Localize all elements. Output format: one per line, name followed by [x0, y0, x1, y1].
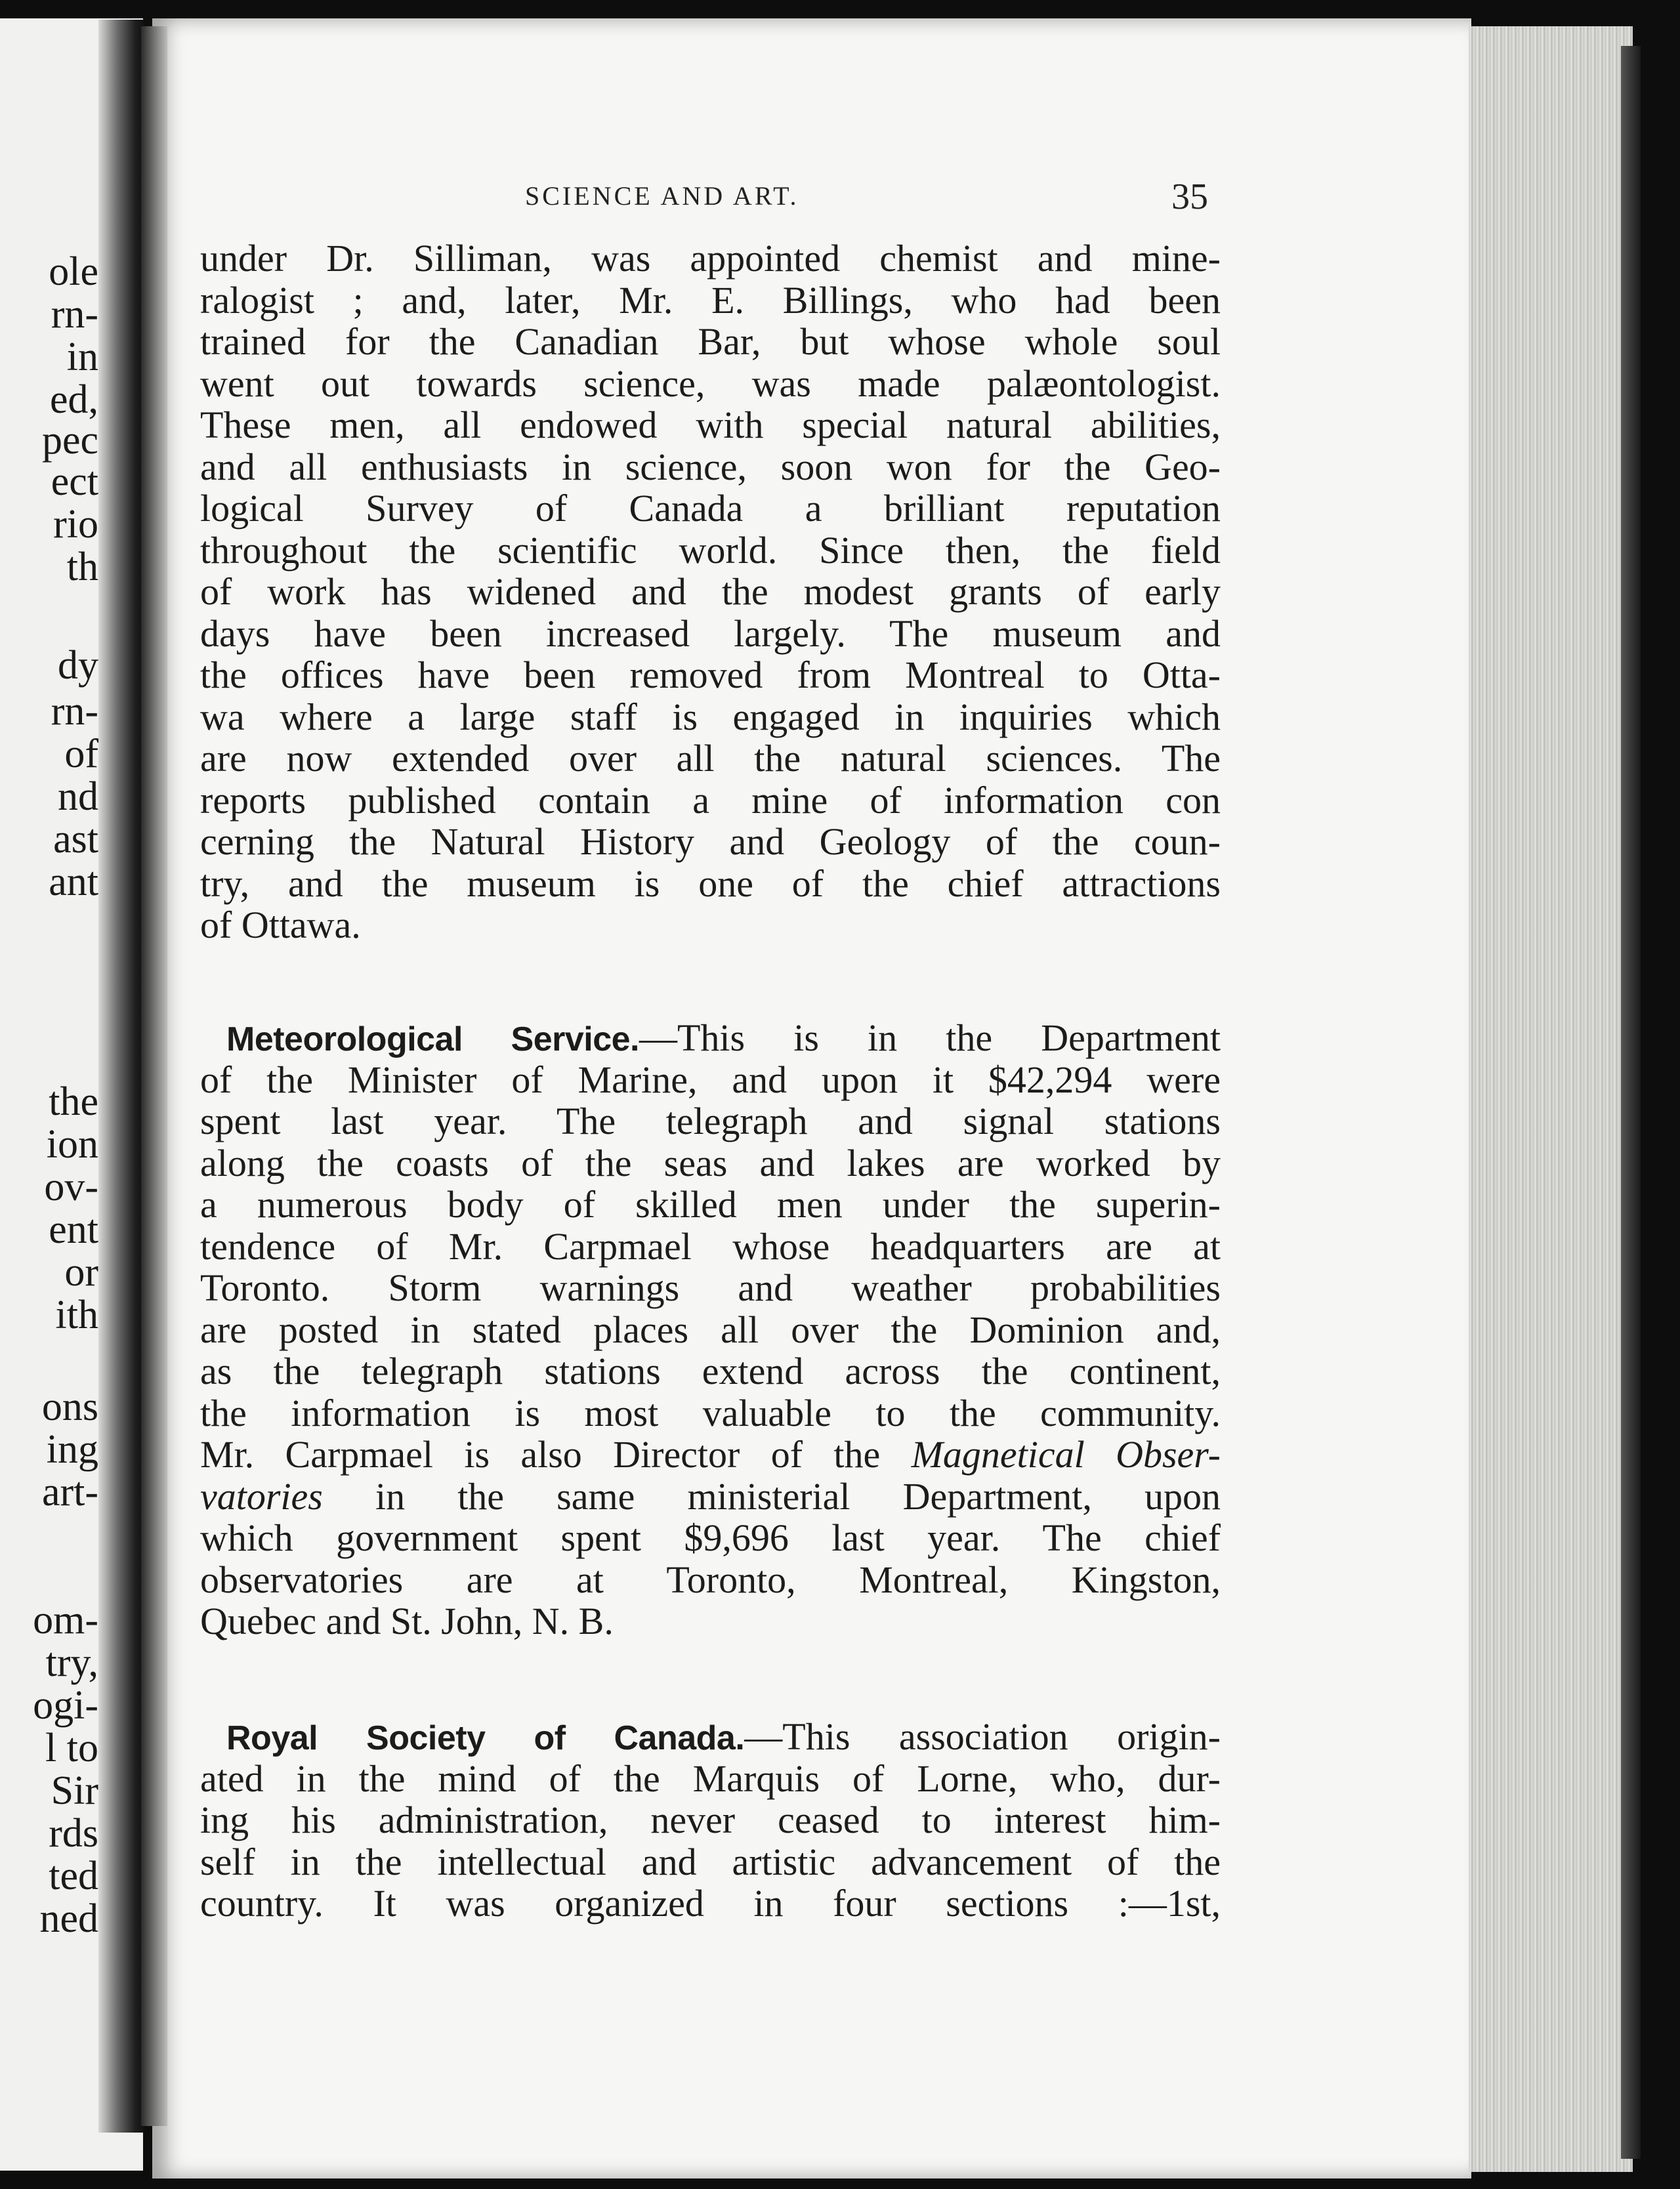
text-line: Toronto. Storm warnings and weather probabilities [200, 1266, 1221, 1309]
left-fragment-line: ith [55, 1293, 98, 1337]
left-fragment-line: dy [58, 643, 98, 688]
text-line: along the coasts of the seas and lakes are worked by [200, 1141, 1221, 1184]
text-span: Mr. Carpmael is also Director of the [200, 1433, 881, 1476]
text-line [200, 1434, 1221, 1476]
text-line: ralogist ; and, later, Mr. E. Billings, who had been [200, 278, 1221, 322]
left-fragment-line: ant [49, 860, 98, 904]
left-fragment-line: ted [49, 1854, 98, 1898]
text-line: These men, all endowed with special natural abilities, [200, 404, 1221, 446]
italic-span: vatories [200, 1474, 323, 1518]
left-fragment-line: ion [46, 1122, 98, 1167]
text-line: and all enthusiasts in science, soon won for the Geo- [200, 445, 1221, 488]
text-line: of Ottawa. [200, 904, 361, 946]
left-fragment-line: ons [41, 1385, 98, 1429]
text-line: which government spent $9,696 last year. The chief [200, 1516, 1221, 1559]
text-line: self in the intellectual and artistic advancement of the [200, 1840, 1221, 1883]
running-head: SCIENCE AND ART. [525, 181, 799, 211]
text-line [200, 1017, 1221, 1059]
text-line: cerning the Natural History and Geology of the coun- [200, 820, 1221, 863]
page-edge-stack [1469, 26, 1633, 2172]
text-span: —This is in the Department [639, 1016, 1221, 1059]
text-line [200, 1716, 1221, 1758]
left-fragment-line: ed, [49, 377, 98, 422]
book-cover-edge [1621, 46, 1641, 2159]
text-line: try, and the museum is one of the chief attractions [200, 862, 1221, 905]
text-line: the information is most valuable to the community. [200, 1391, 1221, 1434]
left-fragment-line: ole [49, 249, 98, 294]
text-line: the offices have been removed from Montreal to Otta- [200, 654, 1221, 696]
text-line: spent last year. The telegraph and signal stations [200, 1100, 1221, 1142]
left-fragment-line: ast [53, 817, 98, 862]
text-line: throughout the scientific world. Since then, the field [200, 528, 1221, 572]
left-fragment-line: rn- [51, 292, 98, 337]
text-line: a numerous body of skilled men under the superin- [200, 1183, 1221, 1226]
left-fragment-line: ent [49, 1207, 98, 1252]
text-line: days have been increased largely. The museum and [200, 612, 1221, 655]
left-fragment-line: ned [39, 1896, 98, 1941]
text-span: —This association origin- [744, 1715, 1221, 1758]
left-fragment-line: rio [53, 502, 98, 547]
section-heading: Meteorological Service. [226, 1020, 639, 1058]
book-gutter [98, 20, 144, 2133]
text-line: trained for the Canadian Bar, but whose whole soul [200, 320, 1221, 363]
text-line: went out towards science, was made palæontologist. [200, 362, 1221, 405]
text-line: country. It was organized in four sections :—1st, [200, 1882, 1221, 1925]
text-line: observatories are at Toronto, Montreal, Kingston, [200, 1558, 1221, 1601]
left-fragment-line: ogi- [33, 1683, 98, 1728]
left-fragment-line: or [64, 1250, 98, 1295]
left-fragment-line: ov- [44, 1165, 98, 1209]
left-fragment-line: om- [33, 1598, 98, 1642]
left-fragment-line: nd [58, 774, 98, 819]
text-line: logical Survey of Canada a brilliant reputation [200, 487, 1221, 530]
text-line: are now extended over all the natural sciences. The [200, 737, 1221, 780]
left-fragment-line: ect [51, 459, 98, 504]
text-line: reports published contain a mine of information con [200, 778, 1221, 822]
text-line [200, 1476, 1221, 1518]
text-line: Quebec and St. John, N. B. [200, 1600, 614, 1642]
text-line: are posted in stated places all over the Dominion and, [200, 1308, 1221, 1351]
text-line: ing his administration, never ceased to interest him- [200, 1799, 1221, 1841]
left-fragment-line: the [49, 1079, 98, 1124]
text-line: as the telegraph stations extend across the continent, [200, 1350, 1221, 1392]
text-line: of the Minister of Marine, and upon it $42,294 were [200, 1058, 1221, 1101]
text-line: ated in the mind of the Marquis of Lorne, who, dur- [200, 1757, 1221, 1800]
text-line: wa where a large staff is engaged in inquiries which [200, 695, 1221, 738]
text-line: tendence of Mr. Carpmael whose headquarters are at [200, 1224, 1221, 1268]
paragraph-royal-society [200, 1716, 1221, 1925]
left-fragment-line: in [66, 335, 98, 379]
left-fragment-line: ing [46, 1427, 98, 1472]
gutter-shadow [141, 26, 167, 2126]
left-fragment-line: of [64, 732, 98, 776]
left-fragment-line: l to [45, 1726, 98, 1770]
text-line: under Dr. Silliman, was appointed chemist and mine- [200, 237, 1221, 280]
left-fragment-line: try, [45, 1640, 98, 1685]
italic-span: Magnetical Obser- [911, 1433, 1221, 1476]
left-fragment-line: Sir [51, 1768, 98, 1813]
paragraph-meteorological-service [200, 1017, 1221, 1642]
left-fragment-line: rds [49, 1811, 98, 1856]
text-line: of work has widened and the modest grants of early [200, 570, 1221, 613]
left-fragment-line: pec [41, 418, 98, 463]
paragraph-geological-survey [200, 238, 1221, 946]
section-heading: Royal Society of Canada. [226, 1719, 745, 1757]
left-fragment-line: th [66, 545, 98, 589]
text-span: in the same ministerial Department, upon [375, 1474, 1221, 1518]
page-number: 35 [1171, 177, 1208, 217]
left-fragment-line: rn- [51, 689, 98, 734]
left-fragment-line: art- [41, 1470, 98, 1514]
